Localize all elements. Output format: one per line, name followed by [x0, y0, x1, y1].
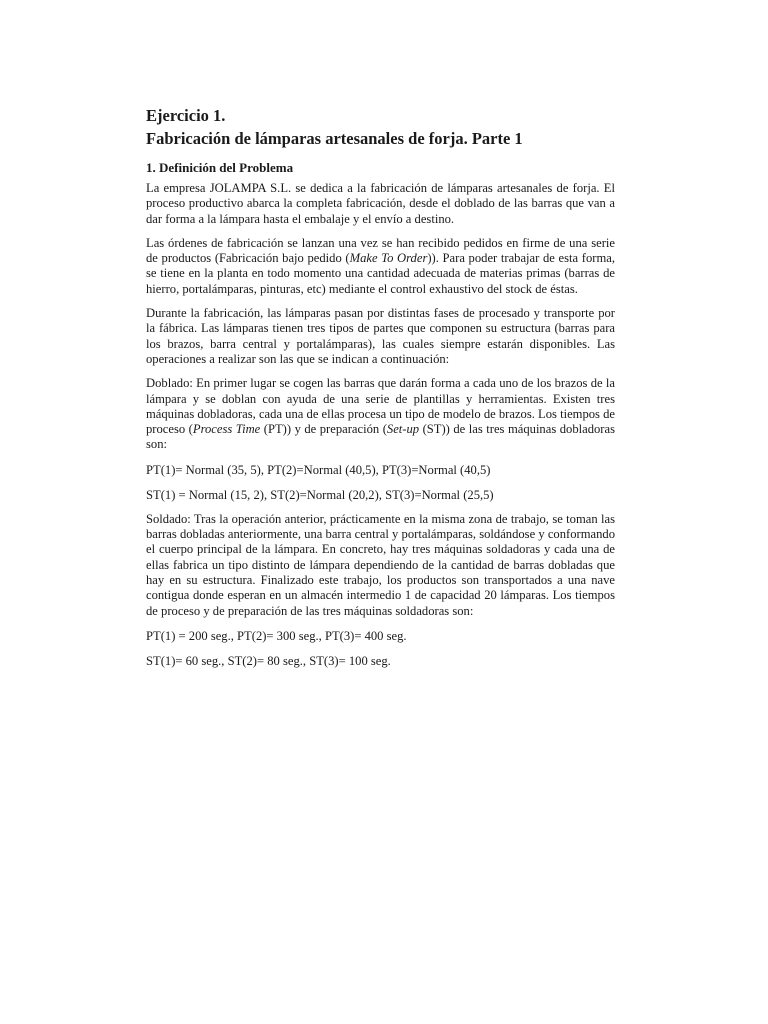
paragraph-orders-text-b: )). Para poder trabajar de esta forma, se tiene en la planta en todo momento una cantidad adecuada de materias primas (barras de hierro, portalámparas, pinturas, etc) mediante el control exhaustivo del stock de éstas.	[146, 251, 615, 296]
paragraph-doblado	[146, 376, 615, 452]
document-page	[146, 104, 615, 678]
section-heading: 1. Definición del Problema	[146, 160, 294, 175]
formula-st-soldado: ST(1)= 60 seg., ST(2)= 80 seg., ST(3)= 100 seg.	[146, 653, 391, 668]
paragraph-doblado-text-a: Doblado: En primer lugar se cogen las barras que darán forma a cada uno de los brazos de la lámpara y se doblan con ayuda de una serie de plantillas y herramientas. Existen tres máquinas dobladoras, cada una de ellas procesa un tipo de modelo de brazos. Los tiempos de proceso (	[146, 376, 615, 437]
paragraph-soldado: Soldado: Tras la operación anterior, prácticamente en la misma zona de trabajo, se toman las barras dobladas anteriormente, una barra central y portalámparas, soldándose y conformando el cuerpo principal de la lámpara. En concreto, hay tres máquinas soldadoras y cada una de ellas fabrica un tipo distinto de lámpara dependiendo de la cantidad de barras dobladas que hay en su estructura. Finalizado este trabajo, los productos son transportados a una nave contigua donde esperan en un almacén intermedio 1 de capacidad 20 lámparas. Los tiempos de proceso y de preparación de las tres máquinas soldadoras son:	[146, 511, 615, 618]
make-to-order-term: Make To Order	[349, 251, 428, 266]
formula-pt-doblado: PT(1)= Normal (35, 5), PT(2)=Normal (40,5), PT(3)=Normal (40,5)	[146, 462, 491, 477]
paragraph-manufacturing: Durante la fabricación, las lámparas pasan por distintas fases de procesado y transporte por la fábrica. Las lámparas tienen tres tipos de partes que componen su estructura (barras para los brazos, barra central y portalámparas), las cuales siempre estarán disponibles. Las operaciones a realizar son las que se indican a continuación:	[146, 306, 615, 366]
paragraph-orders	[146, 236, 615, 297]
process-time-term: Process Time	[192, 422, 261, 437]
exercise-label: Ejercicio 1.	[146, 106, 226, 125]
formula-pt-soldado: PT(1) = 200 seg., PT(2)= 300 seg., PT(3)= 400 seg.	[146, 628, 407, 643]
paragraph-doblado-text-c: (ST)) de las tres máquinas dobladoras son:	[146, 422, 615, 452]
paragraph-intro: La empresa JOLAMPA S.L. se dedica a la fabricación de lámparas artesanales de forja. El proceso productivo abarca la completa fabricación, desde el doblado de las barras que van a dar forma a la lámpara hasta el embalaje y el envío a destino.	[146, 181, 615, 226]
paragraph-orders-text-a: Las órdenes de fabricación se lanzan una vez se han recibido pedidos en firme de una serie de productos (Fabricación bajo pedido (	[146, 235, 615, 266]
setup-term: Set-up	[386, 422, 420, 437]
formula-st-doblado: ST(1) = Normal (15, 2), ST(2)=Normal (20,2), ST(3)=Normal (25,5)	[146, 487, 494, 502]
paragraph-doblado-text-b: (PT)) y de preparación (	[260, 422, 387, 437]
exercise-title: Fabricación de lámparas artesanales de forja. Parte 1	[146, 129, 523, 148]
